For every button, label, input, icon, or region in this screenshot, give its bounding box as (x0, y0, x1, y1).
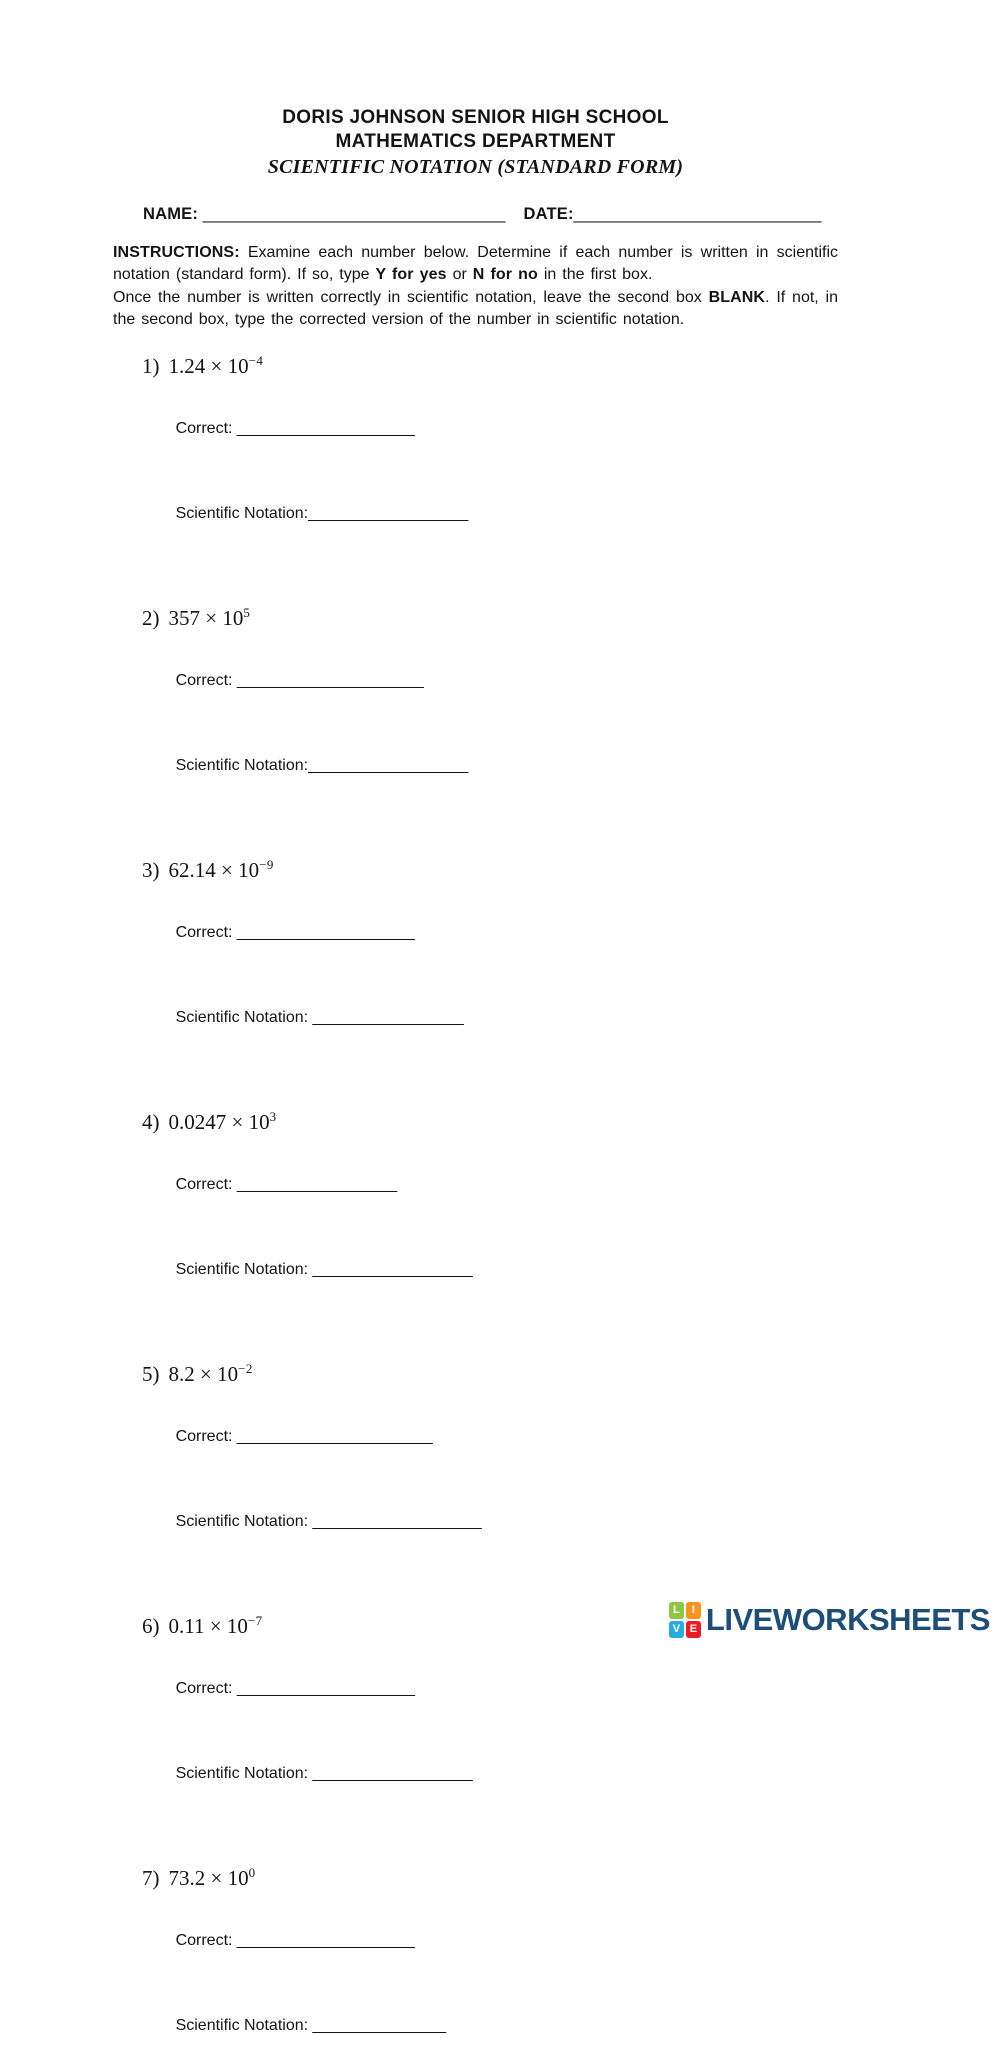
scientific-notation-answer-field[interactable]: ___________________ (308, 1512, 482, 1530)
scientific-notation-answer-field[interactable]: _________________ (308, 1008, 464, 1026)
correct-answer-field[interactable]: ____________________ (232, 419, 415, 437)
question-expression-row (142, 598, 838, 633)
question-number: 2) (142, 605, 160, 630)
question-expression: 357 × 10 (168, 605, 244, 630)
scientific-notation-answer-field[interactable]: __________________ (308, 756, 469, 774)
question-item (113, 1354, 838, 1559)
scientific-notation-row (140, 1736, 838, 1811)
question-exponent: 0 (248, 1864, 256, 1880)
question-number: 7) (142, 1865, 160, 1890)
scientific-notation-row (140, 1484, 838, 1559)
question-expression-row (142, 850, 838, 885)
scientific-notation-row (140, 980, 838, 1055)
question-expression: 73.2 × 10 (168, 1865, 249, 1890)
question-exponent: −2 (238, 1360, 253, 1376)
question-expression: 1.24 × 10 (168, 353, 249, 378)
scientific-notation-label: Scientific Notation: (175, 1512, 309, 1530)
correct-row (140, 1651, 838, 1726)
question-number: 3) (142, 857, 160, 882)
worksheet-title: SCIENTIFIC NOTATION (STANDARD FORM) (267, 156, 684, 178)
correct-answer-field[interactable]: ____________________ (232, 923, 415, 941)
logo-square-e: E (686, 1621, 701, 1638)
liveworksheets-logo-text: LIVEWORKSHEETS (705, 1602, 990, 1637)
correct-row (140, 895, 838, 970)
logo-square-i: I (686, 1602, 701, 1619)
question-expression: 0.11 × 10 (168, 1613, 248, 1638)
instructions-label: INSTRUCTIONS: (113, 244, 240, 261)
correct-answer-field[interactable]: ______________________ (232, 1427, 433, 1445)
scientific-notation-label: Scientific Notation: (175, 2016, 309, 2034)
correct-answer-field[interactable]: ____________________ (232, 1679, 415, 1697)
correct-answer-field[interactable]: __________________ (232, 1175, 398, 1193)
correct-answer-field[interactable]: _____________________ (232, 671, 424, 689)
school-name: DORIS JOHNSON SENIOR HIGH SCHOOL (282, 107, 669, 128)
instructions-bold-blank: BLANK (708, 288, 766, 306)
correct-row (140, 1399, 838, 1474)
question-list (113, 346, 838, 2063)
department-name: MATHEMATICS DEPARTMENT (335, 131, 616, 152)
worksheet-header (113, 106, 838, 180)
scientific-notation-label: Scientific Notation: (175, 504, 309, 522)
correct-label: Correct: (175, 923, 233, 941)
question-item (113, 1102, 838, 1307)
scientific-notation-row (140, 476, 838, 551)
correct-row (140, 1903, 838, 1978)
scientific-notation-row (140, 728, 838, 803)
scientific-notation-answer-field[interactable]: _______________ (308, 2016, 446, 2034)
question-item (113, 346, 838, 551)
question-expression: 0.0247 × 10 (168, 1109, 270, 1134)
logo-square-v: V (669, 1621, 684, 1638)
question-exponent: −7 (247, 1612, 263, 1628)
correct-label: Correct: (175, 1427, 233, 1445)
date-label: DATE: (523, 205, 574, 223)
name-field[interactable]: _________________________________ (198, 205, 506, 223)
question-expression: 62.14 × 10 (168, 857, 260, 882)
scientific-notation-label: Scientific Notation: (175, 1764, 309, 1782)
instructions-block (113, 242, 838, 332)
correct-label: Correct: (175, 671, 233, 689)
scientific-notation-answer-field[interactable]: __________________ (308, 1764, 473, 1782)
question-number: 6) (142, 1613, 160, 1638)
date-field[interactable]: ___________________________ (573, 205, 822, 223)
logo-square-l: L (669, 1602, 684, 1619)
question-expression-row (142, 346, 838, 381)
correct-label: Correct: (175, 1679, 233, 1697)
instructions-text: in the first box. (537, 266, 653, 284)
scientific-notation-answer-field[interactable]: __________________ (308, 1260, 473, 1278)
correct-label: Correct: (175, 419, 233, 437)
instructions-text: . If not, in the second box, type the corrected version of the number in scientific notation. (113, 288, 839, 329)
liveworksheets-logo (669, 1601, 990, 1639)
question-exponent: −9 (259, 856, 274, 872)
scientific-notation-row (140, 1232, 838, 1307)
scientific-notation-row (140, 1988, 838, 2063)
instructions-bold-yes: Y for yes (375, 266, 447, 284)
correct-row (140, 1147, 838, 1222)
question-item (113, 1858, 838, 2063)
instructions-paragraph-2 (113, 287, 838, 332)
instructions-bold-no: N for no (472, 266, 538, 284)
scientific-notation-label: Scientific Notation: (175, 1008, 309, 1026)
question-item (113, 598, 838, 803)
name-date-row (143, 203, 838, 226)
name-label: NAME: (143, 205, 199, 223)
question-item (113, 850, 838, 1055)
question-exponent: 3 (269, 1108, 277, 1124)
instructions-text: Once the number is written correctly in scientific notation, leave the second box (113, 288, 709, 306)
question-expression: 8.2 × 10 (168, 1361, 239, 1386)
question-expression-row (142, 1354, 838, 1389)
question-number: 4) (142, 1109, 160, 1134)
question-exponent: 5 (243, 604, 251, 620)
correct-row (140, 643, 838, 718)
question-number: 1) (142, 353, 160, 378)
scientific-notation-label: Scientific Notation: (175, 756, 309, 774)
instructions-text: or (446, 266, 473, 284)
scientific-notation-label: Scientific Notation: (175, 1260, 309, 1278)
instructions-paragraph-1 (113, 242, 838, 287)
scientific-notation-answer-field[interactable]: __________________ (308, 504, 469, 522)
correct-row (140, 391, 838, 466)
liveworksheets-logo-icon (669, 1601, 703, 1639)
correct-label: Correct: (175, 1931, 233, 1949)
question-number: 5) (142, 1361, 160, 1386)
question-expression-row (142, 1102, 838, 1137)
question-expression-row (142, 1858, 838, 1893)
correct-label: Correct: (175, 1175, 233, 1193)
correct-answer-field[interactable]: ____________________ (232, 1931, 415, 1949)
question-exponent: −4 (248, 352, 264, 368)
instructions-text: Examine each number below. Determine if each number is written in scientific notation (standard form). If so, type (113, 244, 838, 284)
